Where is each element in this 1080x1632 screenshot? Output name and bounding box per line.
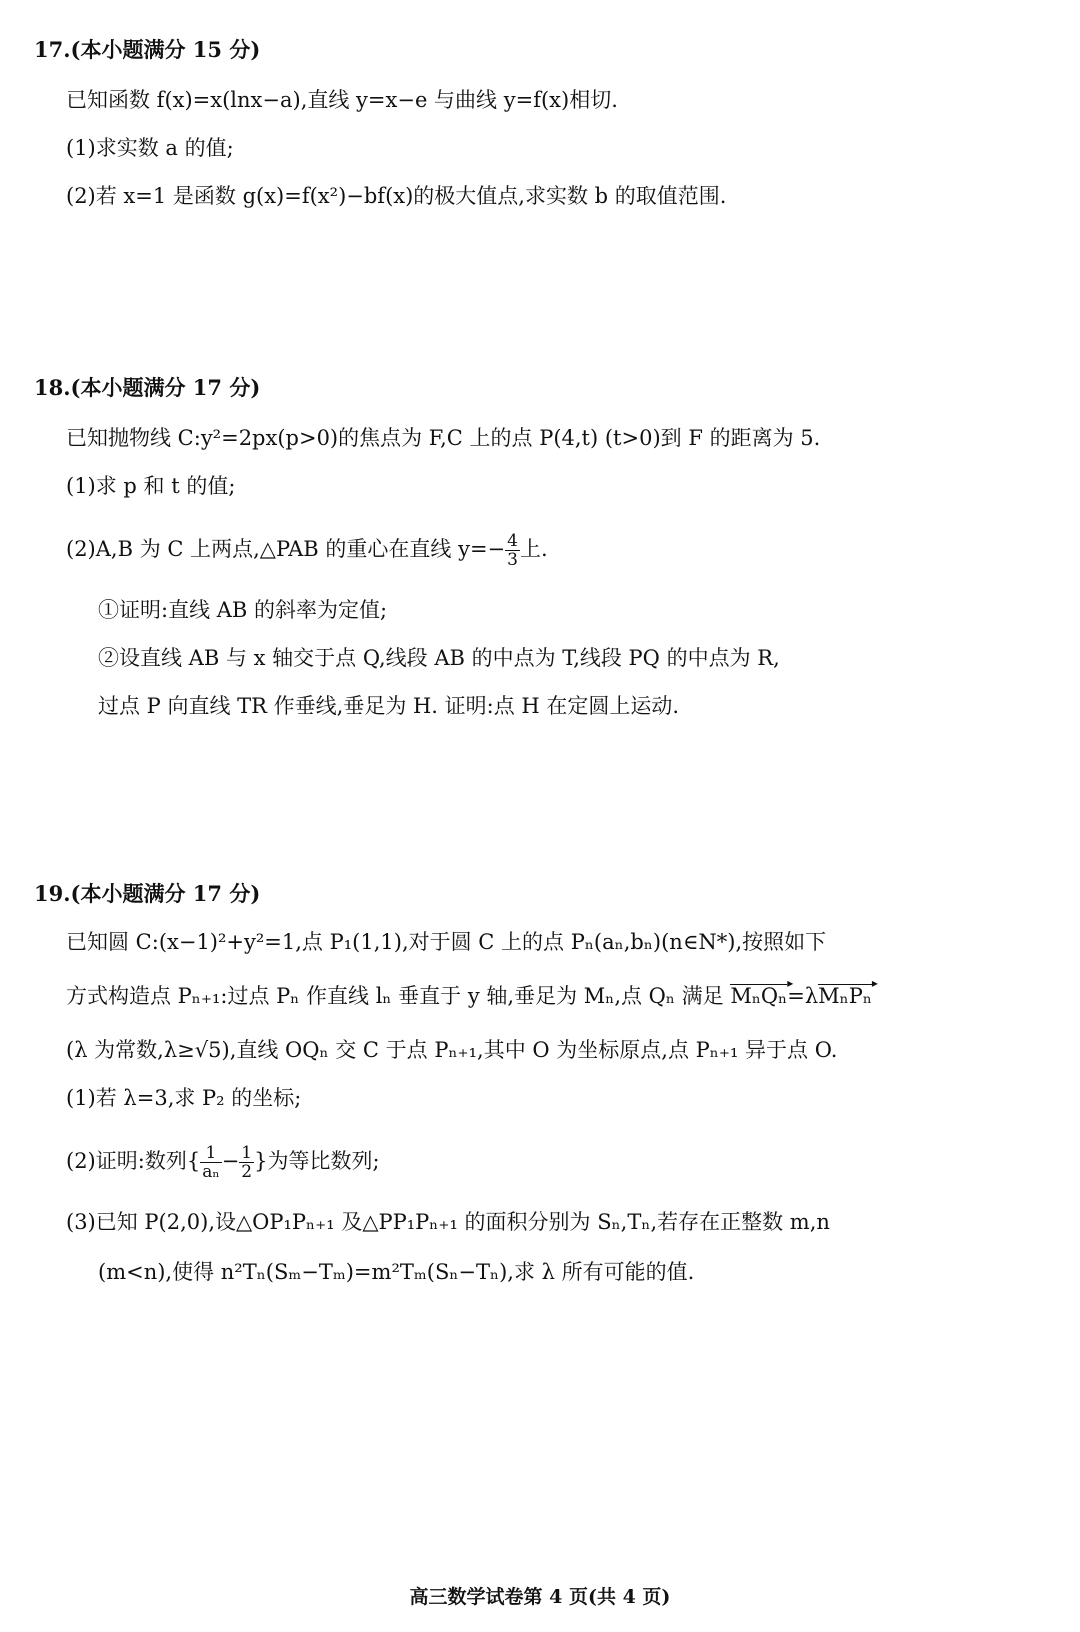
page-footer: 高三数学试卷第 4 页(共 4 页) xyxy=(409,1586,671,1608)
fraction-denominator: aₙ xyxy=(202,1162,220,1182)
fraction-numerator: 1 xyxy=(241,1143,253,1163)
q18-part1: (1)求 p 和 t 的值; xyxy=(66,474,236,498)
q17-part1: (1)求实数 a 的值; xyxy=(66,136,234,160)
q19-stem-line2-mid: =λ xyxy=(787,984,819,1008)
q19-part2 xyxy=(66,1144,380,1181)
q19-part2-prefix: (2)证明:数列{ xyxy=(66,1149,201,1173)
q19-stem-line3: (λ 为常数,λ≥√5),直线 OQₙ 交 C 于点 Pₙ₊₁,其中 O 为坐标原点,点 Pₙ₊₁ 异于点 O. xyxy=(66,1038,838,1062)
q18-sub1: ①证明:直线 AB 的斜率为定值; xyxy=(98,598,388,622)
q19-part2-fraction-2 xyxy=(239,1144,254,1181)
vector-mq: MₙQₙ ▸ xyxy=(730,984,787,1007)
q18-part2-fraction xyxy=(505,532,520,569)
q19-heading: 19.(本小题满分 17 分) xyxy=(34,881,261,906)
q19-stem-line2 xyxy=(66,982,872,1010)
q17-part2: (2)若 x=1 是函数 g(x)=f(x²)−bf(x)的极大值点,求实数 b 的取值范围. xyxy=(66,184,727,208)
q18-part2 xyxy=(66,532,548,569)
q19-stem-line1: 已知圆 C:(x−1)²+y²=1,点 P₁(1,1),对于圆 C 上的点 Pₙ(aₙ,bₙ)(n∈N*),按照如下 xyxy=(66,930,827,954)
q19-part2-fraction-1 xyxy=(200,1144,222,1181)
q17-heading: 17.(本小题满分 15 分) xyxy=(34,37,261,62)
q18-part2-prefix: (2)A,B 为 C 上两点,△PAB 的重心在直线 y=− xyxy=(66,537,506,561)
q19-part3-line1: (3)已知 P(2,0),设△OP₁Pₙ₊₁ 及△PP₁Pₙ₊₁ 的面积分别为 Sₙ,Tₙ,若存在正整数 m,n xyxy=(66,1210,830,1234)
q18-heading: 18.(本小题满分 17 分) xyxy=(34,375,261,400)
q19-stem-line2-prefix: 方式构造点 Pₙ₊₁:过点 Pₙ 作直线 lₙ 垂直于 y 轴,垂足为 Mₙ,点 Qₙ 满足 xyxy=(66,984,731,1008)
vector-mp: MₙPₙ ▸ xyxy=(818,984,872,1007)
q18-sub2-line2: 过点 P 向直线 TR 作垂线,垂足为 H. 证明:点 H 在定圆上运动. xyxy=(98,694,680,718)
fraction-numerator: 4 xyxy=(507,531,518,551)
fraction-denominator: 3 xyxy=(507,550,518,570)
q18-sub2-line1: ②设直线 AB 与 x 轴交于点 Q,线段 AB 的中点为 T,线段 PQ 的中点为 R, xyxy=(98,646,780,670)
fraction-denominator: 2 xyxy=(241,1162,253,1182)
q19-part3-line2: (m<n),使得 n²Tₙ(Sₘ−Tₘ)=m²Tₘ(Sₙ−Tₙ),求 λ 所有可能的值. xyxy=(98,1260,695,1284)
q18-part2-suffix: 上. xyxy=(519,537,548,561)
q19-part2-suffix: }为等比数列; xyxy=(254,1149,380,1173)
fraction-numerator: 1 xyxy=(200,1144,222,1163)
q17-stem: 已知函数 f(x)=x(lnx−a),直线 y=x−e 与曲线 y=f(x)相切. xyxy=(66,88,618,112)
q19-part1: (1)若 λ=3,求 P₂ 的坐标; xyxy=(66,1086,302,1110)
q19-part2-minus: − xyxy=(221,1149,240,1173)
q18-stem: 已知抛物线 C:y²=2px(p>0)的焦点为 F,C 上的点 P(4,t) (t>0)到 F 的距离为 5. xyxy=(66,426,821,450)
